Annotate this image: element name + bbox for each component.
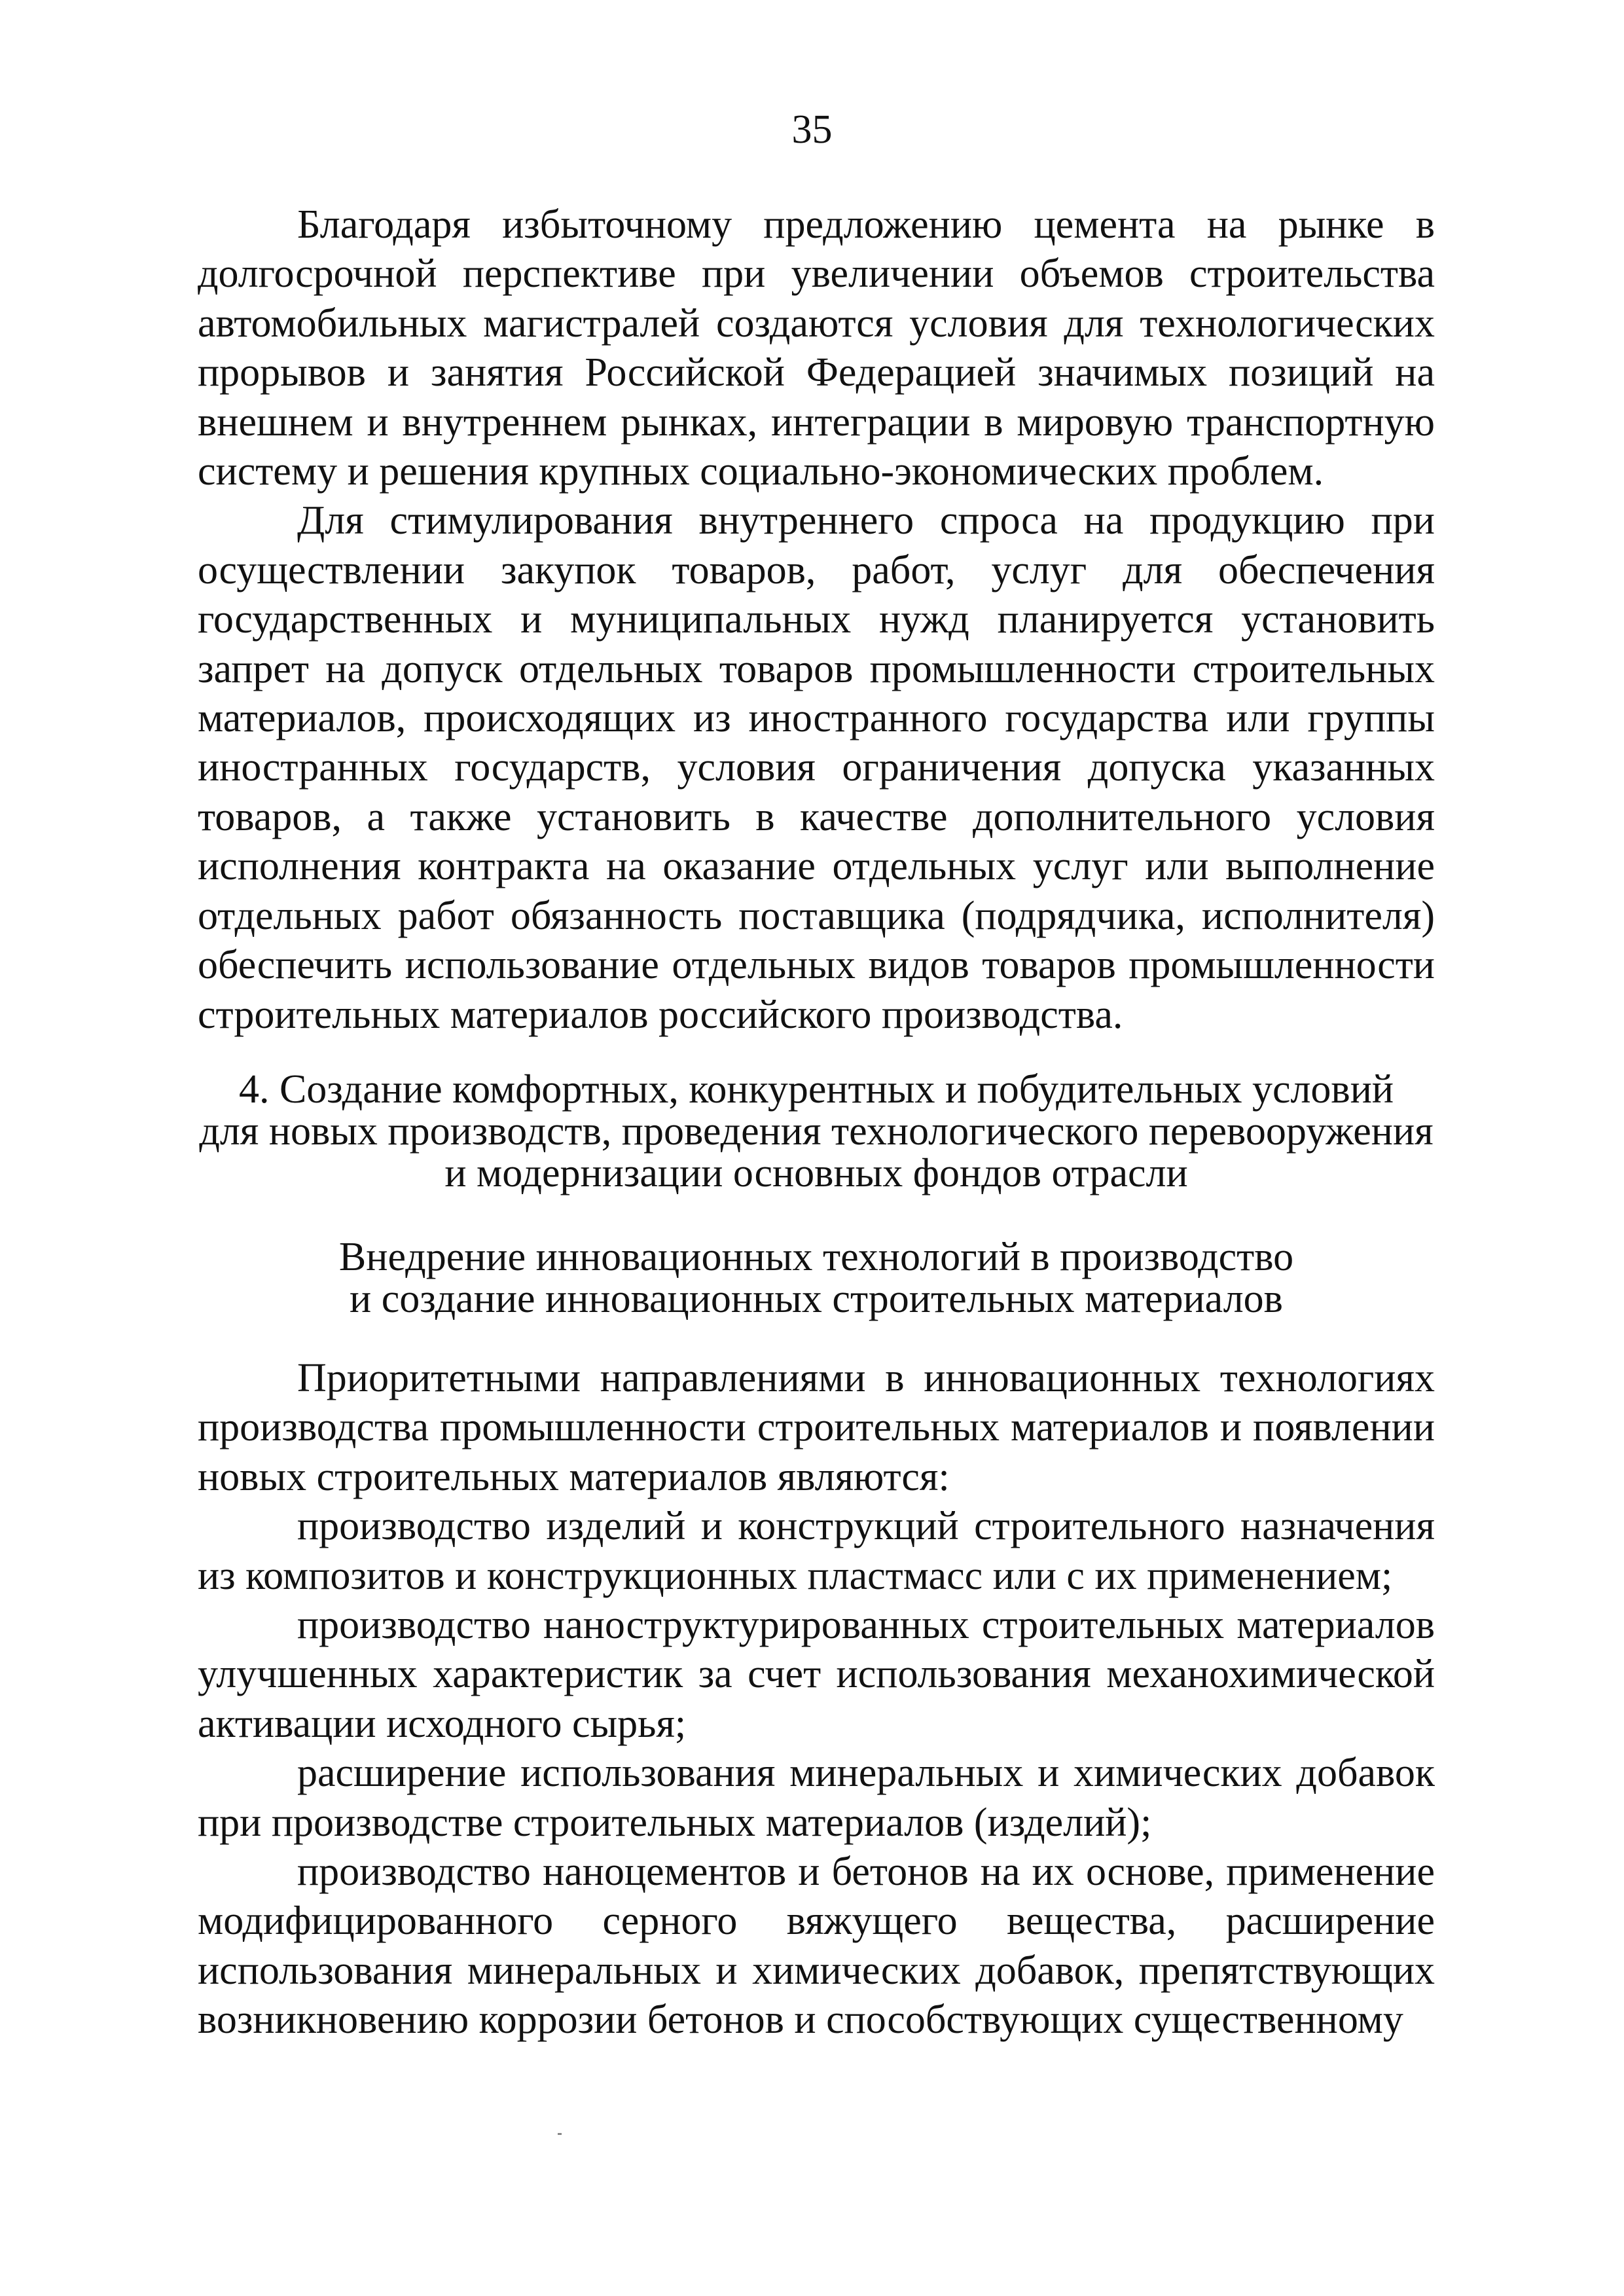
list-item-paragraph: производство наноструктурированных строительных материалов улучшенных характеристик за счет использования механохимической активации исходного сырья; [198,1603,1435,1746]
subsection-heading [198,1236,1435,1320]
subsection-heading-line: Внедрение инновационных технологий в производство [338,1235,1294,1279]
body-text-bottom [198,1354,1435,2045]
scan-artifact [558,2133,562,2135]
page-number: 35 [791,107,833,152]
section-heading [198,1068,1435,1194]
paragraph: Для стимулирования внутреннего спроса на продукцию при осуществлении закупок товаров, работ, услуг для обеспечения государственных и муниципальных нужд планируется установить запрет на допуск отдельных товаров промышленности строительных материалов, происходящих из иностранного государства или группы иностранных государств, условия ограничения допуска указанных товаров, а также установить в качестве дополнительного условия исполнения контракта на оказание отдельных услуг или выполнение отдельных работ обязанность поставщика (подрядчика, исполнителя) обеспечить использование отдельных видов товаров промышленности строительных материалов российского производства. [198,498,1435,1037]
subsection-heading-line: и создание инновационных строительных материалов [350,1277,1283,1321]
list-item-paragraph: производство наноцементов и бетонов на их основе, применение модифицированного серного вяжущего вещества, расширение использования минеральных и химических добавок, препятствующих возникновению коррозии бетонов и способствующих существенному [198,1850,1435,2043]
section-heading-line: для новых производств, проведения технологического перевооружения [199,1109,1434,1154]
paragraph: Благодаря избыточному предложению цемента на рынке в долгосрочной перспективе при увеличении объемов строительства автомобильных магистралей создаются условия для технологических прорывов и занятия Российской Федерацией значимых позиций на внешнем и внутреннем рынках, интеграции в мировую транспортную систему и решения крупных социально-экономических проблем. [198,202,1435,494]
section-heading-line: 4. Создание комфортных, конкурентных и побудительных условий [238,1067,1394,1112]
list-item-paragraph: производство изделий и конструкций строительного назначения из композитов и конструкционных пластмасс или с их применением; [198,1504,1435,1598]
list-item-paragraph: расширение использования минеральных и химических добавок при производстве строительных материалов (изделий); [198,1751,1435,1845]
body-text-top [198,200,1435,1040]
section-heading-line: и модернизации основных фондов отрасли [444,1151,1188,1195]
paragraph: Приоритетными направлениями в инновационных технологиях производства промышленности строительных материалов и появлении новых строительных материалов являются: [198,1356,1435,1499]
